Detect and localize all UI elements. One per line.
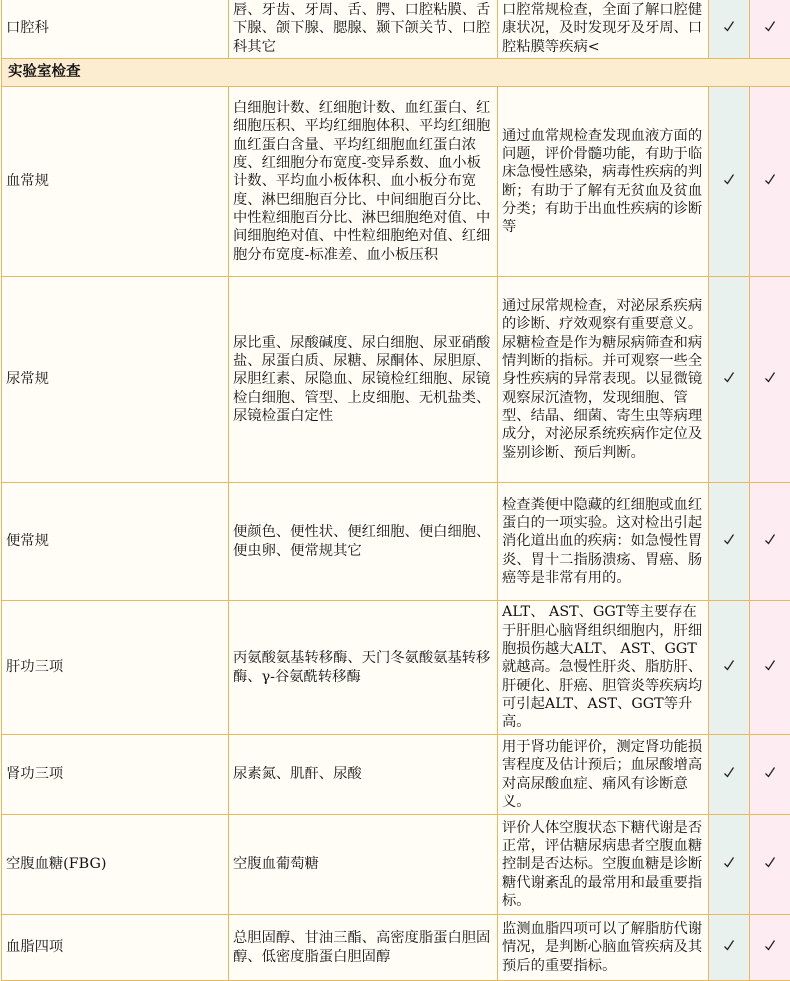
package-b-check-cell (750, 915, 790, 981)
exam-name: 口腔科 (2, 0, 229, 59)
package-a-check-cell (709, 815, 750, 915)
exam-items: 空腹血葡萄糖 (229, 815, 498, 915)
check-mark-icon (763, 172, 777, 186)
exam-items-table (1, 0, 790, 981)
check-mark-icon (722, 370, 736, 384)
check-mark-icon (722, 532, 736, 546)
package-a-check-cell (709, 277, 750, 483)
exam-name: 肝功三项 (2, 601, 229, 735)
exam-description: 用于肾功能评价，测定肾功能损害程度及估计预后；血尿酸增高对高尿酸血症、痛风有诊断意义。 (498, 735, 709, 815)
exam-description: 监测血脂四项可以了解脂肪代谢情况，是判断心脑血管疾病及其预后的重要指标。 (498, 915, 709, 981)
exam-row (2, 735, 790, 815)
check-mark-icon (722, 19, 736, 33)
exam-name: 血常规 (2, 87, 229, 277)
check-mark-icon (763, 855, 777, 869)
exam-description: 评价人体空腹状态下糖代谢是否正常，评估糖尿病患者空腹血糖控制是否达标。空腹血糖是诊断糖代谢紊乱的最常用和最重要指标。 (498, 815, 709, 915)
section-header-row (2, 59, 790, 87)
section-title: 实验室检查 (2, 59, 790, 87)
exam-row (2, 277, 790, 483)
package-a-check-cell (709, 915, 750, 981)
exam-row (2, 601, 790, 735)
exam-description: 通过尿常规检查，对泌尿系疾病的诊断、疗效观察有重要意义。尿糖检查是作为糖尿病筛查和病情判断的指标。并可观察一些全身性疾病的异常表现。以显微镜观察尿沉渣物，发现细胞、管型、结晶、细菌、寄生虫等病理成分，对泌尿系统疾病作定位及鉴别诊断、预后判断。 (498, 277, 709, 483)
exam-items: 丙氨酸氨基转移酶、天门冬氨酸氨基转移酶、γ-谷氨酰转移酶 (229, 601, 498, 735)
exam-description: 检查粪便中隐藏的红细胞或血红蛋白的一项实验。这对检出引起消化道出血的疾病：如急慢性胃炎、胃十二指肠溃疡、胃癌、肠癌等是非常有用的。 (498, 483, 709, 601)
package-b-check-cell (750, 0, 790, 59)
package-a-check-cell (709, 87, 750, 277)
package-b-check-cell (750, 735, 790, 815)
exam-name: 空腹血糖(FBG) (2, 815, 229, 915)
check-mark-icon (763, 370, 777, 384)
exam-items: 便颜色、便性状、便红细胞、便白细胞、便虫卵、便常规其它 (229, 483, 498, 601)
check-mark-icon (722, 765, 736, 779)
exam-name: 血脂四项 (2, 915, 229, 981)
exam-row (2, 87, 790, 277)
exam-row (2, 815, 790, 915)
exam-description: 口腔常规检查，全面了解口腔健康状况，及时发现牙及牙周、口腔粘膜等疾病< (498, 0, 709, 59)
exam-name: 尿常规 (2, 277, 229, 483)
exam-items: 唇、牙齿、牙周、舌、腭、口腔粘膜、舌下腺、颌下腺、腮腺、颞下颌关节、口腔科其它 (229, 0, 498, 59)
exam-items: 尿素氮、肌酐、尿酸 (229, 735, 498, 815)
exam-row (2, 0, 790, 59)
package-b-check-cell (750, 601, 790, 735)
check-mark-icon (763, 658, 777, 672)
check-mark-icon (722, 938, 736, 952)
exam-name: 便常规 (2, 483, 229, 601)
exam-description: 通过血常规检查发现血液方面的问题，评价骨髓功能，有助于临床急慢性感染，病毒性疾病的判断；有助于了解有无贫血及贫血分类；有助于出血性疾病的诊断等 (498, 87, 709, 277)
package-b-check-cell (750, 483, 790, 601)
package-b-check-cell (750, 87, 790, 277)
exam-items: 尿比重、尿酸碱度、尿白细胞、尿亚硝酸盐、尿蛋白质、尿糖、尿酮体、尿胆原、尿胆红素、尿隐血、尿镜检红细胞、尿镜检白细胞、管型、上皮细胞、无机盐类、尿镜检蛋白定性 (229, 277, 498, 483)
check-mark-icon (763, 938, 777, 952)
check-mark-icon (722, 658, 736, 672)
check-mark-icon (763, 532, 777, 546)
package-b-check-cell (750, 277, 790, 483)
package-a-check-cell (709, 0, 750, 59)
exam-row (2, 915, 790, 981)
package-b-check-cell (750, 815, 790, 915)
check-mark-icon (763, 19, 777, 33)
exam-description: ALT、 AST、GGT等主要存在于肝胆心脑肾组织细胞内，肝细胞损伤越大ALT、 AST、GGT就越高。急慢性肝炎、脂肪肝、肝硬化、肝癌、胆管炎等疾病均可引起ALT、AST、GGT等升高。 (498, 601, 709, 735)
check-mark-icon (722, 855, 736, 869)
check-mark-icon (722, 172, 736, 186)
exam-name: 肾功三项 (2, 735, 229, 815)
exam-row (2, 483, 790, 601)
package-a-check-cell (709, 735, 750, 815)
check-mark-icon (763, 765, 777, 779)
exam-items: 白细胞计数、红细胞计数、血红蛋白、红细胞压积、平均红细胞体积、平均红细胞血红蛋白含量、平均红细胞血红蛋白浓度、红细胞分布宽度-变异系数、血小板计数、平均血小板体积、血小板分布宽度、淋巴细胞百分比、中间细胞百分比、中性粒细胞百分比、淋巴细胞绝对值、中间细胞绝对值、中性粒细胞绝对值、红细胞分布宽度-标准差、血小板压积 (229, 87, 498, 277)
exam-items: 总胆固醇、甘油三酯、高密度脂蛋白胆固醇、低密度脂蛋白胆固醇 (229, 915, 498, 981)
package-a-check-cell (709, 601, 750, 735)
package-a-check-cell (709, 483, 750, 601)
